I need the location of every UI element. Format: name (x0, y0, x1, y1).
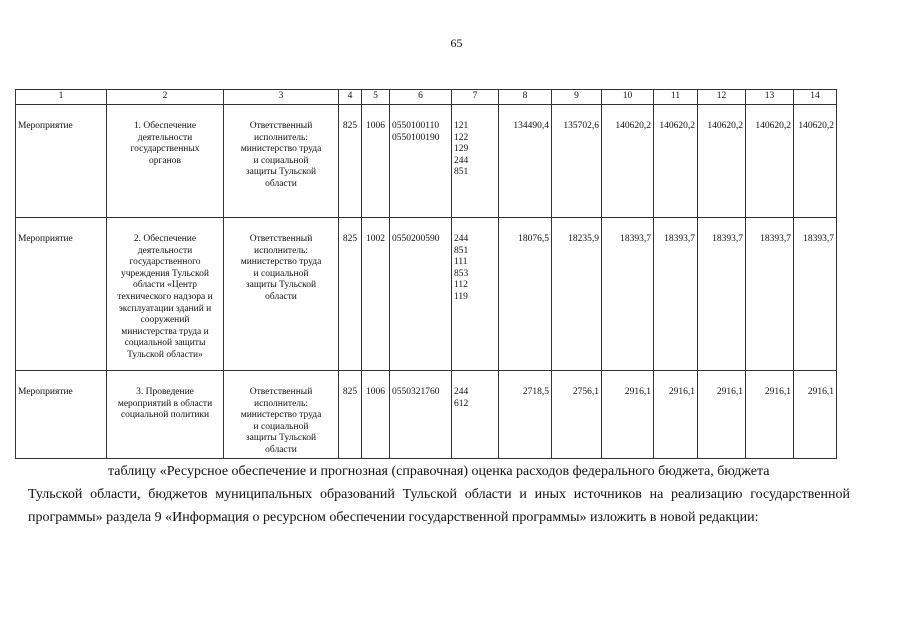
target-article-cell: 0550100110 0550100190 (390, 105, 452, 218)
section-cell: 1002 (362, 218, 390, 371)
body-paragraph (28, 460, 850, 529)
column-header: 6 (390, 90, 452, 105)
page-number: 65 (450, 36, 463, 50)
amount-cell: 134490,4 (499, 105, 552, 218)
table-header-row (16, 90, 837, 105)
amount-cell: 140620,2 (602, 105, 654, 218)
table-row (16, 105, 837, 218)
section-cell: 1006 (362, 105, 390, 218)
grbs-cell: 825 (339, 371, 362, 459)
amount-cell: 18393,7 (746, 218, 794, 371)
grbs-cell: 825 (339, 105, 362, 218)
amount-cell: 140620,2 (698, 105, 746, 218)
amount-cell: 2756,1 (552, 371, 602, 459)
amount-cell: 18393,7 (654, 218, 698, 371)
amount-cell: 2916,1 (602, 371, 654, 459)
column-header: 9 (552, 90, 602, 105)
table-row (16, 218, 837, 371)
expense-type-cell: 121 122 129 244 851 (452, 105, 499, 218)
expense-type-cell: 244 851 111 853 112 119 (452, 218, 499, 371)
column-header: 2 (107, 90, 224, 105)
activity-type-cell: Мероприятие (16, 371, 107, 459)
executor-cell: Ответственный исполнитель: министерство труда и социальной защиты Тульской области (224, 371, 339, 459)
amount-cell: 140620,2 (794, 105, 837, 218)
column-header: 8 (499, 90, 552, 105)
column-header: 5 (362, 90, 390, 105)
target-article-cell: 0550200590 (390, 218, 452, 371)
amount-cell: 140620,2 (746, 105, 794, 218)
activity-type-cell: Мероприятие (16, 218, 107, 371)
amount-cell: 2916,1 (746, 371, 794, 459)
target-article-cell: 0550321760 (390, 371, 452, 459)
column-header: 7 (452, 90, 499, 105)
expense-type-cell: 244 612 (452, 371, 499, 459)
budget-table (15, 89, 837, 459)
column-header: 14 (794, 90, 837, 105)
table-row (16, 371, 837, 459)
activity-type-cell: Мероприятие (16, 105, 107, 218)
amount-cell: 18393,7 (698, 218, 746, 371)
paragraph-continuation: Тульской области, бюджетов муниципальных образований Тульской области и иных источников на реализацию государственной программы» раздела 9 «Информация о ресурсном обеспечении государственной программы» изложить в новой редакции: (28, 487, 850, 525)
column-header: 4 (339, 90, 362, 105)
amount-cell: 135702,6 (552, 105, 602, 218)
paragraph-first-line: таблицу «Ресурсное обеспечение и прогнозная (справочная) оценка расходов федерального бюджета, бюджета (108, 464, 770, 479)
column-header: 11 (654, 90, 698, 105)
column-header: 10 (602, 90, 654, 105)
amount-cell: 18393,7 (794, 218, 837, 371)
column-header: 1 (16, 90, 107, 105)
section-cell: 1006 (362, 371, 390, 459)
activity-name-cell: 1. Обеспечение деятельности государственных органов (107, 105, 224, 218)
grbs-cell: 825 (339, 218, 362, 371)
amount-cell: 2916,1 (698, 371, 746, 459)
activity-name-cell: 2. Обеспечение деятельности государственного учреждения Тульской области «Центр технического надзора и эксплуатации зданий и сооружений министерства труда и социальной защиты Тульской области» (107, 218, 224, 371)
executor-cell: Ответственный исполнитель: министерство труда и социальной защиты Тульской области (224, 218, 339, 371)
amount-cell: 2916,1 (794, 371, 837, 459)
amount-cell: 18393,7 (602, 218, 654, 371)
activity-name-cell: 3. Проведение мероприятий в области социальной политики (107, 371, 224, 459)
amount-cell: 18076,5 (499, 218, 552, 371)
column-header: 13 (746, 90, 794, 105)
amount-cell: 2916,1 (654, 371, 698, 459)
column-header: 12 (698, 90, 746, 105)
column-header: 3 (224, 90, 339, 105)
executor-cell: Ответственный исполнитель: министерство труда и социальной защиты Тульской области (224, 105, 339, 218)
amount-cell: 140620,2 (654, 105, 698, 218)
amount-cell: 18235,9 (552, 218, 602, 371)
amount-cell: 2718,5 (499, 371, 552, 459)
